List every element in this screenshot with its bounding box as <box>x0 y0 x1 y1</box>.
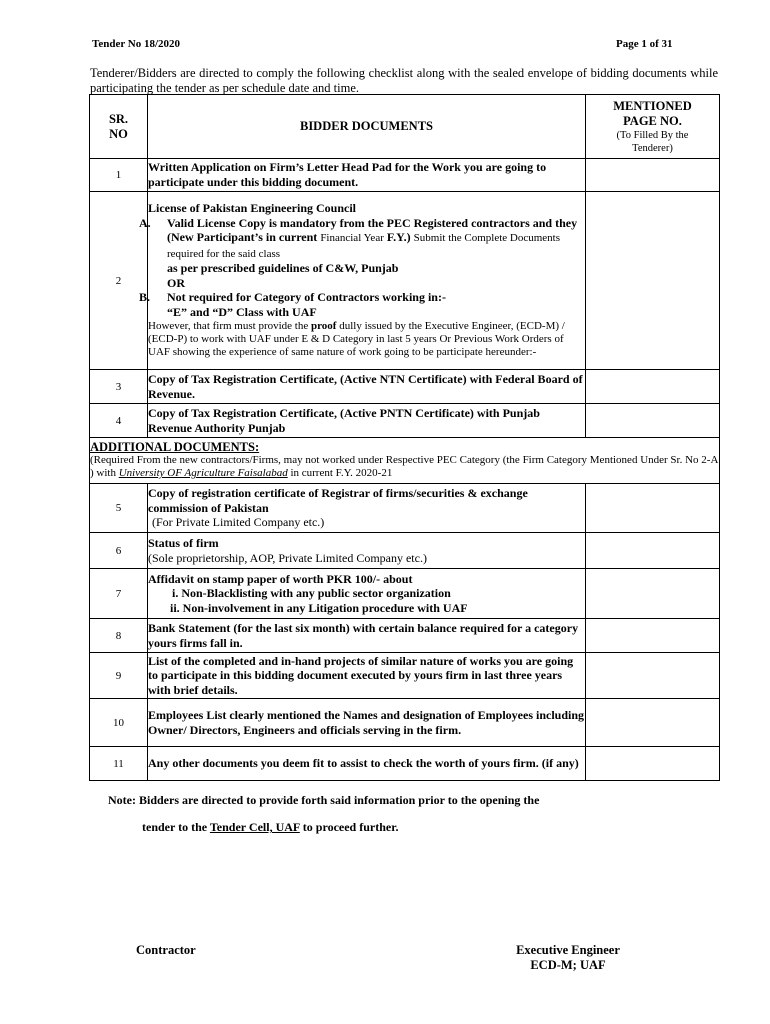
table-row <box>90 699 720 747</box>
row-document: Any other documents you deem fit to assist to check the worth of yours firm. (if any) <box>148 747 586 781</box>
table-header-row <box>90 95 720 159</box>
row-page-cell[interactable] <box>586 533 720 569</box>
row-sr: 10 <box>90 699 148 747</box>
table-row <box>90 619 720 653</box>
row-page-cell[interactable] <box>586 404 720 438</box>
table-row <box>90 653 720 699</box>
row-page-cell[interactable] <box>586 619 720 653</box>
note-line-1: Note: Bidders are directed to provide forth said information prior to the opening the <box>108 793 540 807</box>
header-sr: SR. NO <box>90 95 148 159</box>
row-document: Written Application on Firm’s Letter Head Pad for the Work you are going to participate under this bidding document. <box>148 159 586 192</box>
row-page-cell[interactable] <box>586 159 720 192</box>
table-row <box>90 192 720 370</box>
intro-paragraph: Tenderer/Bidders are directed to comply the following checklist along with the sealed envelope of bidding documents while participating the tender as per schedule date and time. <box>90 66 718 95</box>
header-page-no: MENTIONED PAGE NO. (To Filled By the Tenderer) <box>586 95 720 159</box>
row-document: Copy of Tax Registration Certificate, (Active NTN Certificate) with Federal Board of Revenue. <box>148 370 586 404</box>
row-sr: 9 <box>90 653 148 699</box>
row-document: Bank Statement (for the last six month) with certain balance required for a category yours firms fall in. <box>148 619 586 653</box>
row-page-cell[interactable] <box>586 370 720 404</box>
table-row <box>90 569 720 619</box>
row-document: Copy of Tax Registration Certificate, (Active PNTN Certificate) with Punjab Revenue Authority Punjab <box>148 404 586 438</box>
contractor-signature: Contractor <box>136 943 196 957</box>
page-number: Page 1 of 31 <box>616 38 673 50</box>
row-page-cell[interactable] <box>586 192 720 370</box>
row-page-cell[interactable] <box>586 747 720 781</box>
note-line-2: tender to the Tender Cell, UAF to proceed further. <box>142 820 399 834</box>
table-row <box>90 404 720 438</box>
table-row <box>90 533 720 569</box>
row-sr: 6 <box>90 533 148 569</box>
tender-cell-link: Tender Cell, UAF <box>209 820 300 834</box>
row-sr: 2 <box>90 192 148 370</box>
table-row <box>90 370 720 404</box>
row-sr: 1 <box>90 159 148 192</box>
row-document: Employees List clearly mentioned the Names and designation of Employees including Owner/ Directors, Engineers and officials serving in the firm. <box>148 699 586 747</box>
table-row <box>90 159 720 192</box>
additional-documents-row <box>90 438 720 484</box>
table-row <box>90 747 720 781</box>
row-document: Status of firm (Sole proprietorship, AOP, Private Limited Company etc.) <box>148 533 586 569</box>
row-page-cell[interactable] <box>586 569 720 619</box>
row-page-cell[interactable] <box>586 699 720 747</box>
row-sr: 8 <box>90 619 148 653</box>
row-page-cell[interactable] <box>586 484 720 533</box>
additional-documents: ADDITIONAL DOCUMENTS: (Required From the new contractors/Firms, may not worked under Respective PEC Category (the Firm Category Mentioned Under Sr. No 2-A ) with University OF Agriculture Faisalabad in current F.Y. 2020-21 <box>90 438 720 484</box>
row-sr: 7 <box>90 569 148 619</box>
header-bidder-documents: BIDDER DOCUMENTS <box>148 95 586 159</box>
row-sr: 5 <box>90 484 148 533</box>
executive-engineer-signature: Executive Engineer ECD-M; UAF <box>516 943 620 972</box>
row-sr: 3 <box>90 370 148 404</box>
row-document: Copy of registration certificate of Registrar of firms/securities & exchange commission of Pakistan (For Private Limited Company etc.) <box>148 484 586 533</box>
row-document: Affidavit on stamp paper of worth PKR 100/- about i. Non-Blacklisting with any public sector organization ii. Non-involvement in any Litigation procedure with UAF <box>148 569 586 619</box>
table-row <box>90 484 720 533</box>
row-sr: 11 <box>90 747 148 781</box>
row-page-cell[interactable] <box>586 653 720 699</box>
row-document: List of the completed and in-hand projects of similar nature of works you are going to participate in this bidding document executed by yours firm in last three years with brief details. <box>148 653 586 699</box>
checklist-table <box>89 94 720 781</box>
row-sr: 4 <box>90 404 148 438</box>
row-document: License of Pakistan Engineering Council A. Valid License Copy is mandatory from the PEC Registered contractors and they (New Participant’s in current Financial Year F.Y.) Submit the Complete Documents required for the said class as per prescribed guidelines of C&W, Punjab OR B. Not required for Category of Contractors working in:- “E” and “D” Class with UAF However, that firm must provide the proof dully issued by the Executive Engineer, (ECD-M) / (ECD-P) to work with UAF under E & D Category in last 5 years Or Previous Work Orders of UAF showing the experience of same nature of work going to be participate hereunder:- <box>148 192 586 370</box>
tender-number: Tender No 18/2020 <box>92 38 181 50</box>
